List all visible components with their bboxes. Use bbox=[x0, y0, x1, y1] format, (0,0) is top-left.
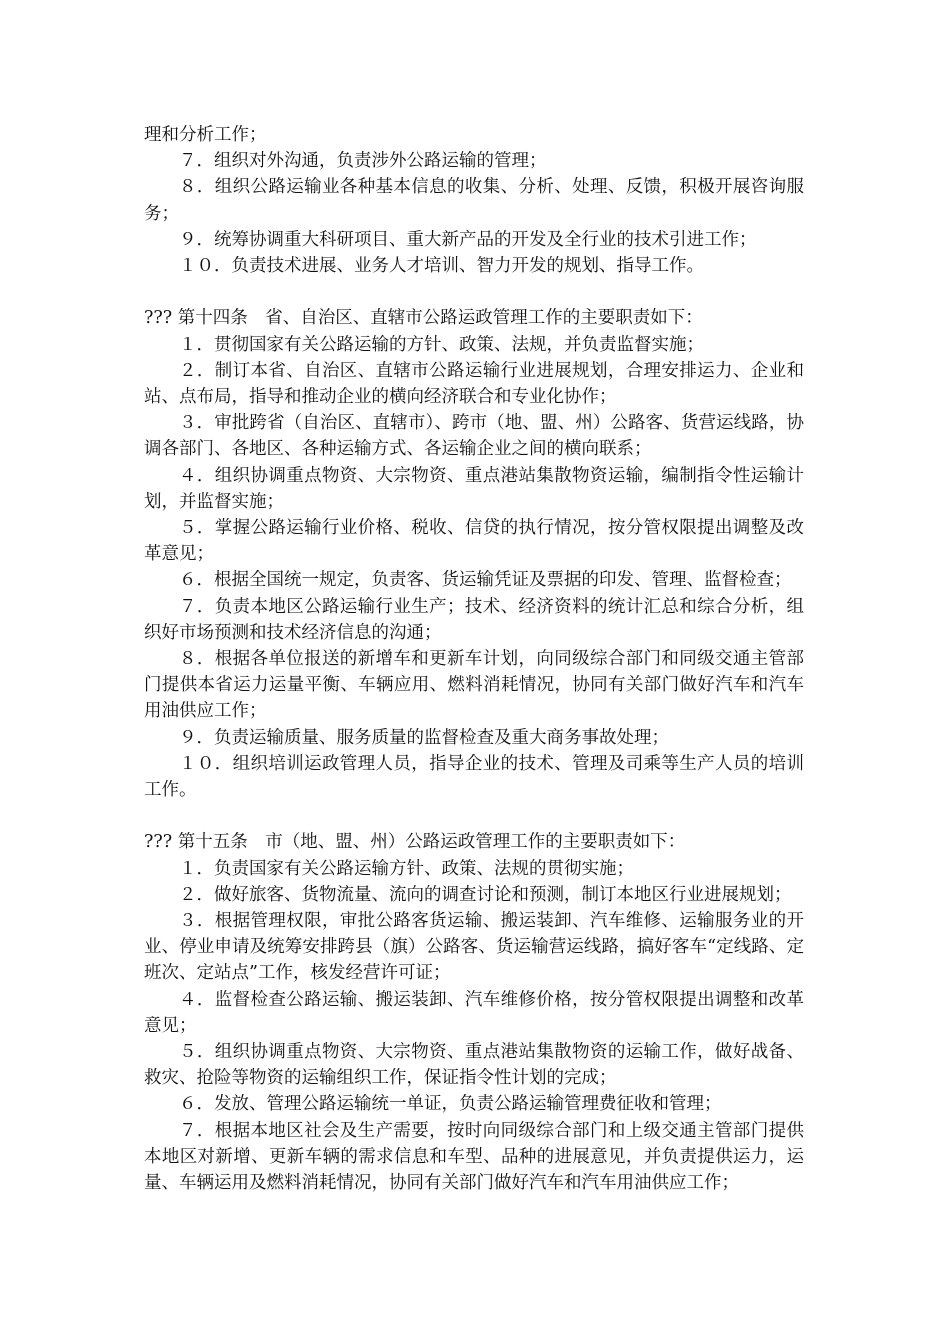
list-item: ３．根据管理权限，审批公路客货运输、搬运装卸、汽车维修、运输服务业的开业、停业申请及统筹安排跨县（旗）公路客、货运输营运线路，搞好客车“定线路、定班次、定站点”工作，核发经营许可证； bbox=[144, 911, 804, 984]
list-item: ７．组织对外沟通，负责涉外公路运输的管理； bbox=[179, 151, 547, 172]
list-item: １．负责国家有关公路运输方针、政策、法规的贯彻实施； bbox=[179, 858, 634, 879]
list-item: １０．组织培训运政管理人员，指导企业的技术、管理及司乘等生产人员的培训工作。 bbox=[144, 753, 804, 801]
paragraph-gap bbox=[144, 279, 804, 305]
list-item: ５．掌握公路运输行业价格、税收、信贷的执行情况，按分管权限提出调整及改革意见； bbox=[144, 518, 804, 565]
list-item: ４．组织协调重点物资、大宗物资、重点港站集散物资运输，编制指令性运输计划，并监督实施； bbox=[144, 465, 804, 512]
list-item: ３．审批跨省（自治区、直辖市）、跨市（地、盟、州）公路客、货营运线路，协调各部门、各地区、各种运输方式、各运输企业之间的横向联系； bbox=[144, 413, 804, 460]
list-item: ９．统筹协调重大科研项目、重大新产品的开发及全行业的技术引进工作； bbox=[179, 229, 757, 250]
list-item: ２．做好旅客、货物流量、流向的调查讨论和预测，制订本地区行业进展规划； bbox=[179, 884, 792, 905]
list-item: ２．制订本省、自治区、直辖市公路运输行业进展规划，合理安排运力、企业和站、点布局，指导和推动企业的横向经济联合和专业化协作； bbox=[144, 360, 804, 408]
document-page bbox=[144, 122, 804, 1196]
list-item: ６．根据全国统一规定，负责客、货运输凭证及票据的印发、管理、监督检查； bbox=[179, 570, 792, 591]
list-item: ７．负责本地区公路运输行业生产；技术、经济资料的统计汇总和综合分析，组织好市场预测和技术经济信息的沟通； bbox=[144, 596, 804, 643]
list-item: ７．根据本地区社会及生产需要，按时向同级综合部门和上级交通主管部门提供本地区对新增、更新车辆的需求信息和车型、品种的进展意见，并负责提供运力，运量、车辆运用及燃料消耗情况，协同有关部门做好汽车和汽车用油供应工作； bbox=[144, 1120, 804, 1194]
list-item: ９．负责运输质量、服务质量的监督检查及重大商务事故处理； bbox=[179, 727, 669, 748]
article-14-heading: ??? 第十四条 省、自治区、直辖市公路运政管理工作的主要职责如下： bbox=[144, 308, 703, 329]
list-item: ８．组织公路运输业各种基本信息的收集、分析、处理、反馈，积极开展咨询服务； bbox=[144, 177, 804, 224]
paragraph-gap bbox=[144, 803, 804, 829]
list-item: ６．发放、管理公路运输统一单证，负责公路运输管理费征收和管理； bbox=[179, 1094, 722, 1115]
list-item: １０．负责技术进展、业务人才培训、智力开发的规划、指导工作。 bbox=[179, 256, 704, 277]
article-15-heading: ??? 第十五条 市（地、盟、州）公路运政管理工作的主要职责如下： bbox=[144, 832, 686, 853]
list-item: １．贯彻国家有关公路运输的方针、政策、法规，并负责监督实施； bbox=[179, 334, 704, 355]
list-item: ８．根据各单位报送的新增车和更新车计划，向同级综合部门和同级交通主管部门提供本省运力运量平衡、车辆应用、燃料消耗情况，协同有关部门做好汽车和汽车用油供应工作； bbox=[144, 649, 804, 722]
continuation-text: 理和分析工作； bbox=[144, 125, 267, 145]
list-item: ４．监督检查公路运输、搬运装卸、汽车维修价格，按分管权限提出调整和改革意见； bbox=[144, 989, 804, 1036]
list-item: ５．组织协调重点物资、大宗物资、重点港站集散物资的运输工作，做好战备、救灾、抢险等物资的运输组织工作，保证指令性计划的完成； bbox=[144, 1042, 804, 1089]
